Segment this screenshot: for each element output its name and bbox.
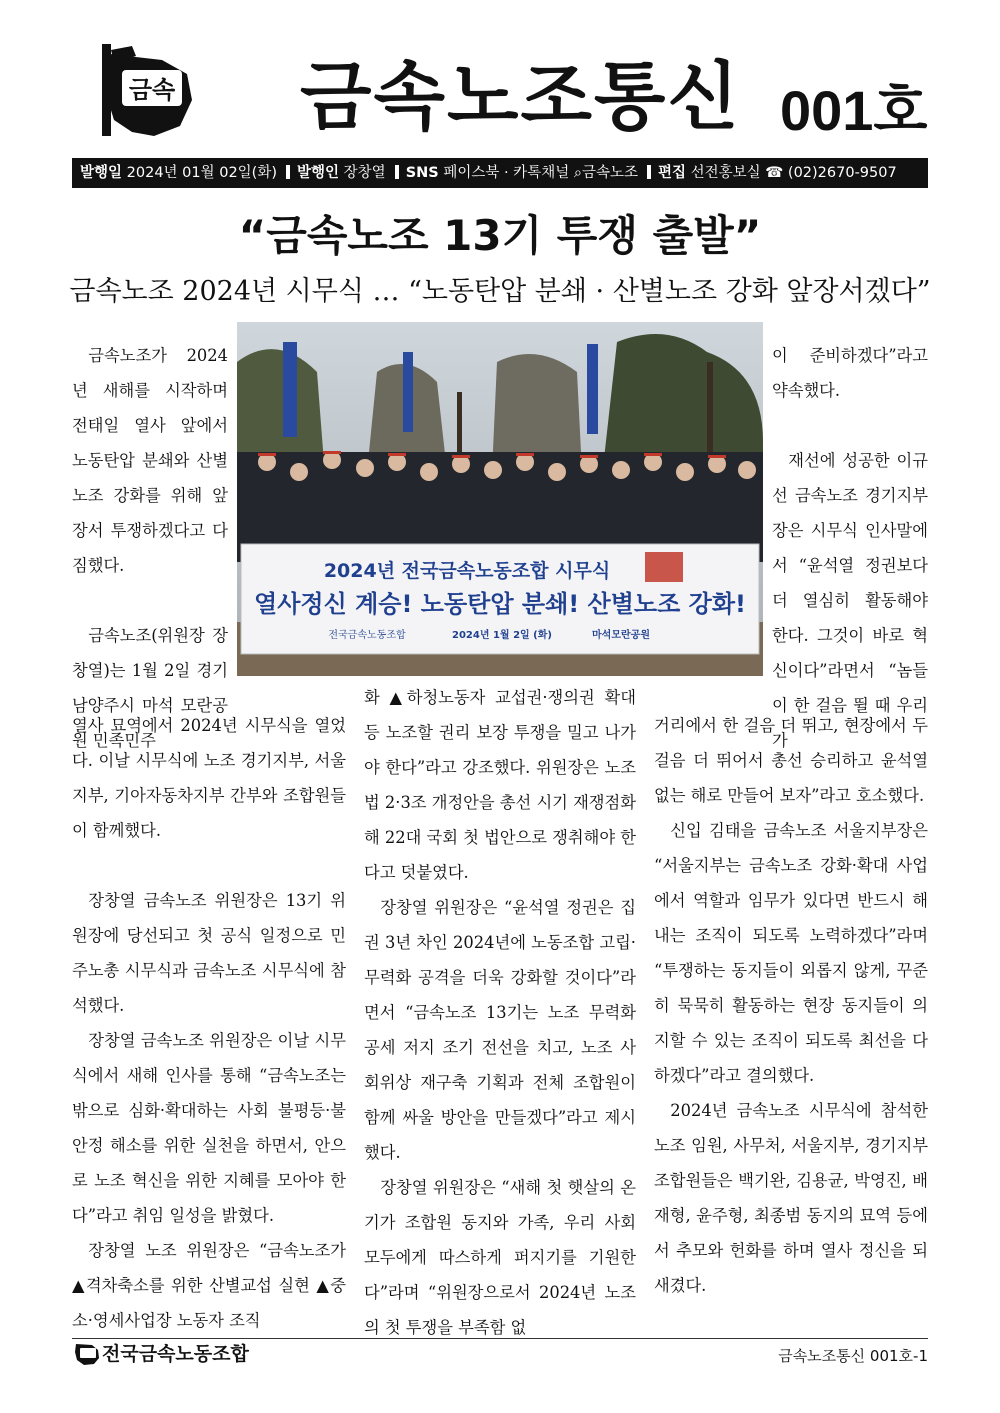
union-logo: [92, 40, 197, 140]
sns-value: 페이스북 · 카톡채널 ⌕금속노조: [443, 165, 638, 181]
paragraph: 금속노조(위원장 장창열)는 1월 2일 경기 남양주시 마석 모란공원 민족민주: [72, 626, 228, 750]
paragraph: 열사 묘역에서 2024년 시무식을 열었다. 이날 시무식에 노조 경기지부, 서울지부, 기아자동차지부 간부와 조합원들이 함께했다.: [72, 716, 346, 840]
paragraph: 재선에 성공한 이규선 금속노조 경기지부장은 시무식 인사말에서 “윤석열 정권보다 더 열심히 활동해야 한다. 그것이 바로 혁신이다”라면서 “놈들이 한 걸음 뛸 때 우리가: [772, 451, 928, 750]
column2: [364, 680, 636, 1345]
footer-org-name: 전국금속노동조합: [102, 1343, 249, 1365]
banner-org: 전국금속노동조합: [328, 630, 406, 641]
banner-line1: 2024년 전국금속노동조합 시무식: [323, 560, 611, 582]
headline: “금속노조 13기 투쟁 출발”: [238, 211, 762, 260]
banner-line2: 열사정신 계승! 노동탄압 분쇄! 산별노조 강화!: [254, 590, 746, 618]
separator: [286, 165, 290, 179]
newsletter-title: 금속노조통신: [300, 54, 741, 140]
paragraph: 신입 김태을 금속노조 서울지부장은 “서울지부는 금속노조 강화·확대 사업에서 역할과 임무가 있다면 반드시 해내는 조직이 되도록 노력하겠다”라며 “투쟁하는 동지들이 외롭지 않게, 꾸준히 묵묵히 활동하는 현장 동지들이 의지할 수 있는 조직이 되도록 최선을 다하겠다”라고 결의했다.: [654, 821, 928, 1085]
paragraph: 장창열 위원장은 “윤석열 정권은 집권 3년 차인 2024년에 노동조합 고립·무력화 공격을 더욱 강화할 것이다”라면서 “금속노조 13기는 노조 무력화 공세 저지 조기 전선을 치고, 노조 사회위상 재구축 기획과 전체 조합원이 함께 싸울 방안을 만들겠다”라고 제시했다.: [364, 898, 636, 1162]
paragraph: 화 ▲하청노동자 교섭권·쟁의권 확대 등 노조할 권리 보장 투쟁을 밀고 나가야 한다”라고 강조했다. 위원장은 노조법 2·3조 개정안을 총선 시기 재쟁점화해 22대 국회 첫 법안으로 쟁취해야 한다고 덧붙였다.: [364, 688, 636, 882]
editor-label: 편집: [657, 165, 686, 181]
footer-page-number: 금속노조통신 001호-1: [778, 1347, 928, 1365]
logo-text: 금속: [128, 76, 176, 104]
issue-number: 001호: [780, 79, 928, 142]
publication-info-bar: [72, 158, 928, 188]
paragraph: 이 준비하겠다”라고 약속했다.: [772, 346, 928, 400]
date-label: 발행일: [80, 165, 123, 181]
paragraph: 장창열 노조 위원장은 “금속노조가 ▲격차축소를 위한 산별교섭 실현 ▲중소·영세사업장 노동자 조직: [72, 1241, 346, 1330]
separator: [647, 165, 651, 179]
paragraph: 금속노조가 2024 년 새해를 시작하며 전태일 열사 앞에서 노동탄압 분쇄와 산별노조 강화를 위해 앞장서 투쟁하겠다고 다짐했다.: [72, 346, 228, 575]
date-value: 2024년 01월 02일(화): [126, 165, 278, 181]
paragraph: 장창열 금속노조 위원장은 13기 위원장에 당선되고 첫 공식 일정으로 민주노총 시무식과 금속노조 시무식에 참석했다.: [72, 891, 346, 1015]
paragraph: 2024년 금속노조 시무식에 참석한 노조 임원, 사무처, 서울지부, 경기지부 조합원들은 백기완, 김용균, 박영진, 배재형, 윤주형, 최종범 동지의 묘역 등에서 추모와 헌화를 하며 열사 정신을 되새겼다.: [654, 1101, 928, 1295]
footer-logo-icon: [72, 1340, 100, 1366]
publisher-label: 발행인: [297, 165, 340, 181]
footer-divider: [72, 1338, 928, 1339]
subheadline: 금속노조 2024년 시무식 … “노동탄압 분쇄 · 산별노조 강화 앞장서겠다”: [69, 276, 931, 307]
publisher-value: 장창열: [343, 165, 386, 181]
paragraph: 장창열 금속노조 위원장은 이날 시무식에서 새해 인사를 통해 “금속노조는 밖으로 심화·확대하는 사회 불평등·불안정 해소를 위한 실천을 하면서, 안으로 노조 혁신을 위한 지혜를 모아야 한다”라고 취임 일성을 밝혔다.: [72, 1031, 346, 1225]
column3-wide: [654, 708, 928, 1303]
column1-narrow: [72, 338, 228, 758]
editor-value: 선전홍보실 ☎ (02)2670-9507: [690, 165, 897, 181]
sns-label: SNS: [405, 165, 439, 181]
paragraph: 거리에서 한 걸음 더 뛰고, 현장에서 두 걸음 더 뛰어서 총선 승리하고 윤석열 없는 해로 만들어 보자”라고 호소했다.: [654, 716, 928, 805]
paragraph: 장창열 위원장은 “새해 첫 햇살의 온기가 조합원 동지와 가족, 우리 사회 모두에게 따스하게 퍼지기를 기원한다”라며 “위원장으로서 2024년 노조의 첫 투쟁을 부족함 없: [364, 1178, 636, 1337]
banner-place: 마석모란공원: [592, 630, 650, 641]
column1-wide: [72, 708, 346, 1338]
separator: [395, 165, 399, 179]
column3-narrow: [772, 338, 928, 758]
banner-date: 2024년 1월 2일 (화): [452, 630, 552, 641]
ceremony-photo: [237, 322, 763, 676]
